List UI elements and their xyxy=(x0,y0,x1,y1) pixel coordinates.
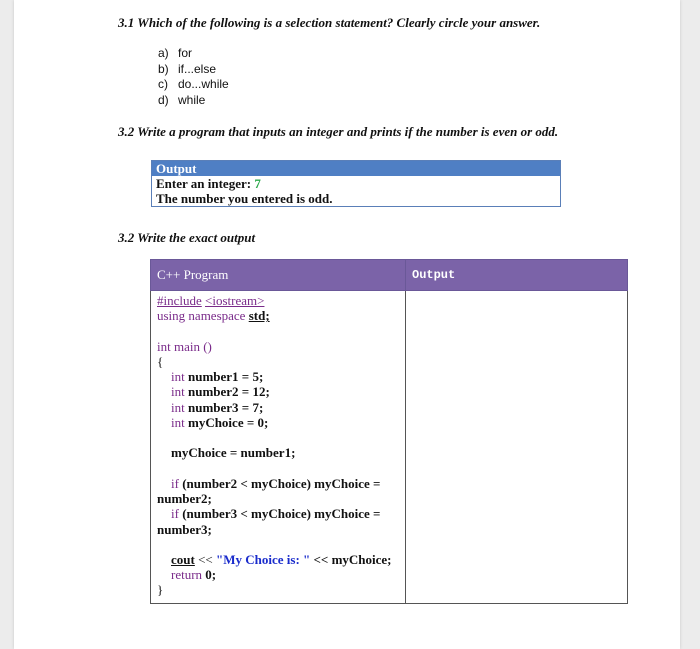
output-line-result: The number you entered is odd. xyxy=(156,191,333,206)
decl-text: number3 = 7; xyxy=(187,399,264,415)
code-line-main: int main () xyxy=(157,338,212,354)
cout-op2: << myChoice; xyxy=(310,551,392,567)
column-header-output: Output xyxy=(406,260,628,291)
option-text: do...while xyxy=(178,77,229,91)
decl-text: myChoice = 0; xyxy=(187,415,269,431)
include-directive: #include xyxy=(157,293,202,308)
option-text: while xyxy=(178,92,206,107)
code-line-return xyxy=(157,567,399,582)
question-3-1-options xyxy=(158,46,229,108)
int-keyword: int xyxy=(171,399,188,415)
code-line-open-brace: { xyxy=(157,353,164,369)
decl-text: number1 = 5; xyxy=(187,369,264,385)
std-token: std; xyxy=(248,308,270,324)
code-line-if2: if (number3 < myChoice) myChoice = xyxy=(171,506,381,522)
if2-text: (number3 < myChoice) myChoice = xyxy=(178,506,381,522)
option-c[interactable] xyxy=(158,77,229,93)
option-letter: b) xyxy=(158,61,169,76)
code-line-if2-cont: number3; xyxy=(157,521,212,537)
option-d[interactable] xyxy=(158,93,229,109)
option-letter: a) xyxy=(158,46,169,60)
column-header-program: C++ Program xyxy=(151,260,406,291)
output-header: Output xyxy=(152,161,560,176)
cout-token: cout xyxy=(171,551,195,567)
if1-text: (number2 < myChoice) myChoice = xyxy=(178,475,381,491)
include-lib: <iostream> xyxy=(205,293,265,308)
program-cell xyxy=(151,291,406,604)
using-namespace: using namespace xyxy=(157,308,249,324)
code-line-cout xyxy=(157,552,399,567)
code-line-decl xyxy=(157,369,399,384)
int-keyword: int xyxy=(171,384,188,400)
output-line-prompt xyxy=(152,176,560,191)
option-letter: d) xyxy=(158,92,169,107)
code-line-decl xyxy=(157,400,399,415)
option-text: if...else xyxy=(178,61,217,76)
return-value: 0; xyxy=(205,567,217,583)
output-answer-cell[interactable] xyxy=(406,291,628,604)
int-keyword: int xyxy=(171,369,188,385)
program-output-table xyxy=(150,259,628,604)
code-line-if1: if (number2 < myChoice) myChoice = xyxy=(171,475,381,491)
decl-text: number2 = 12; xyxy=(187,384,270,400)
code-line-close-brace: } xyxy=(157,582,164,598)
cout-string: "My Choice is: " xyxy=(216,551,311,567)
option-a[interactable] xyxy=(158,46,229,62)
code-line-include xyxy=(157,293,399,308)
sample-output-box xyxy=(151,160,561,207)
code-line-decl xyxy=(157,415,399,430)
code-line-using xyxy=(157,308,399,323)
option-letter: c) xyxy=(158,77,168,91)
option-b[interactable] xyxy=(158,62,229,78)
question-3-2-title: 3.2 Write a program that inputs an integer and prints if the number is even or odd. xyxy=(118,124,559,139)
question-3-1-title: 3.1 Which of the following is a selection statement? Clearly circle your answer. xyxy=(118,15,541,30)
int-keyword: int xyxy=(171,415,188,431)
code-listing xyxy=(151,291,405,598)
cout-op1: << xyxy=(194,551,217,567)
code-line-decl xyxy=(157,384,399,399)
code-line-assign: myChoice = number1; xyxy=(171,445,296,461)
return-keyword: return xyxy=(171,567,206,583)
input-value: 7 xyxy=(254,176,261,191)
prompt-text: Enter an integer: xyxy=(156,176,255,191)
option-text: for xyxy=(178,46,193,60)
question-3-2-output-title: 3.2 Write the exact output xyxy=(118,230,256,245)
code-line-if1-cont: number2; xyxy=(157,490,212,506)
